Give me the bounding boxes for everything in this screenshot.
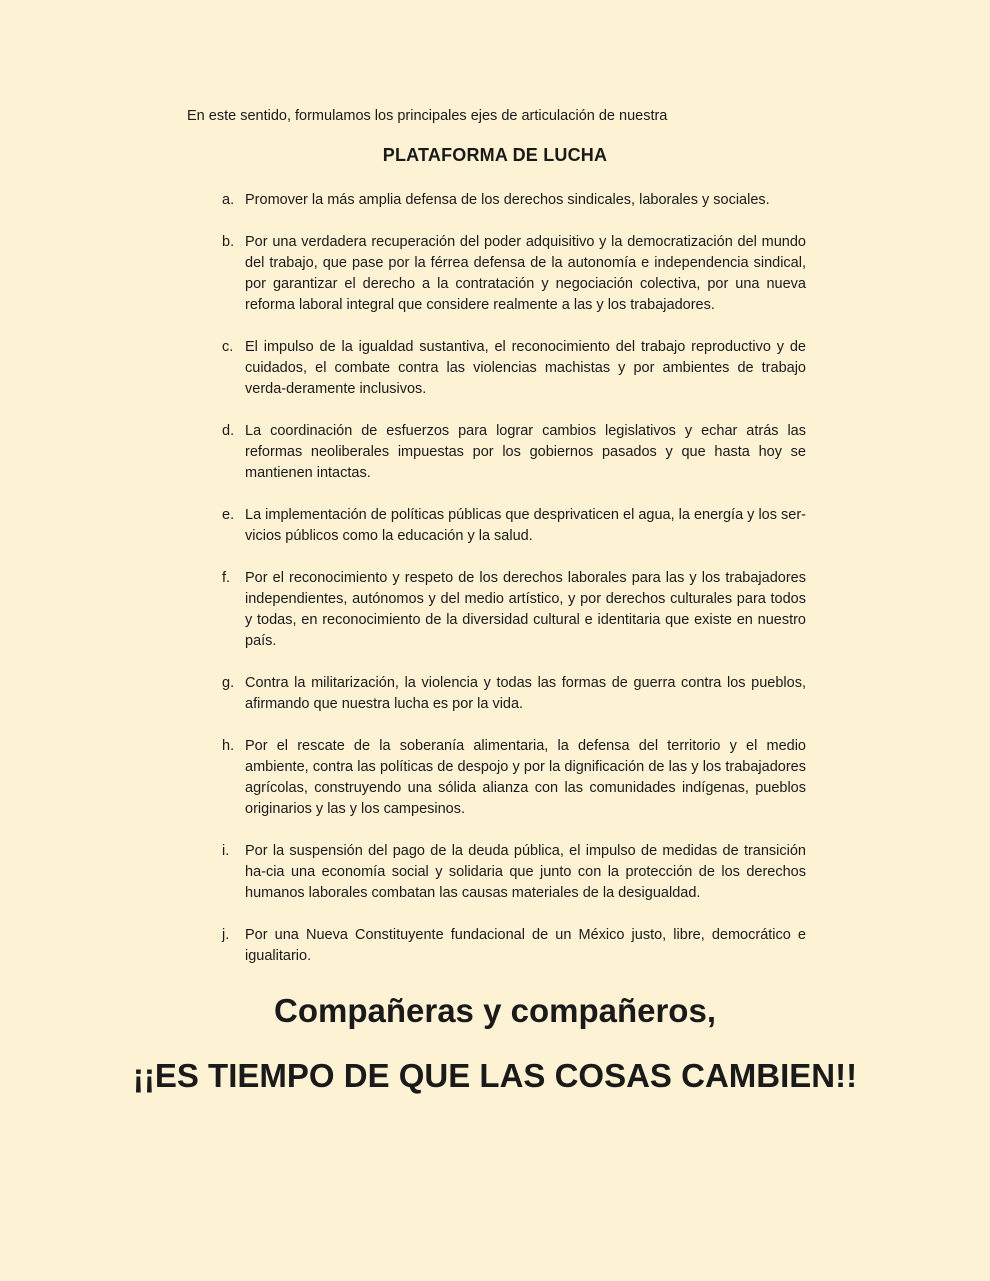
list-item xyxy=(222,421,806,484)
item-text: Contra la militarización, la violencia y todas las formas de guerra contra los pueblos, afirmando que nuestra lucha es por la vida. xyxy=(245,675,806,712)
list-item xyxy=(222,673,806,715)
item-letter: d. xyxy=(222,423,235,439)
list-item xyxy=(222,568,806,652)
intro-paragraph: En este sentido, formulamos los principales ejes de articulación de nuestra xyxy=(187,108,668,124)
item-text: Por una verdadera recuperación del poder adquisitivo y la democratización del mundo del trabajo, que pase por la férrea defensa de la autonomía e independencia sindical, por garantizar el derecho a la contratación y negociación colectiva, por una nueva reforma laboral integral que considere realmente a las y los trabajadores. xyxy=(245,234,806,313)
list-item xyxy=(222,337,806,400)
platform-title: PLATAFORMA DE LUCHA xyxy=(382,145,608,165)
item-letter: a. xyxy=(222,192,235,208)
closing-greeting: Compañeras y compañeros, xyxy=(274,992,716,1029)
item-text: Por una Nueva Constituyente fundacional de un México justo, libre, democrático e igualitario. xyxy=(245,927,806,964)
list-item xyxy=(222,190,806,211)
item-letter: i. xyxy=(222,843,230,859)
item-letter: c. xyxy=(222,339,234,355)
list-item xyxy=(222,925,806,967)
item-letter: g. xyxy=(222,675,235,691)
list-item xyxy=(222,505,806,547)
list-item xyxy=(222,232,806,316)
closing-slogan: ¡¡ES TIEMPO DE QUE LAS COSAS CAMBIEN!! xyxy=(132,1057,858,1094)
item-letter: f. xyxy=(222,570,231,586)
platform-list xyxy=(222,190,806,988)
item-letter: e. xyxy=(222,507,235,523)
item-text: Por la suspensión del pago de la deuda pública, el impulso de medidas de transición ha-cia una economía social y solidaria que junto con la protección de los derechos humanos laborales combatan las causas materiales de la desigualdad. xyxy=(245,843,806,901)
item-text: La implementación de políticas públicas que desprivaticen el agua, la energía y los ser-vicios públicos como la educación y la salud. xyxy=(245,507,806,544)
item-text: Por el rescate de la soberanía alimentaria, la defensa del territorio y el medio ambiente, contra las políticas de despojo y por la dignificación de las y los trabajadores agrícolas, construyendo una sólida alianza con las comunidades indígenas, pueblos originarios y las y los campesinos. xyxy=(245,738,806,817)
item-letter: h. xyxy=(222,738,235,754)
item-text: Promover la más amplia defensa de los derechos sindicales, laborales y sociales. xyxy=(245,192,770,208)
item-letter: b. xyxy=(222,234,235,250)
item-letter: j. xyxy=(222,927,230,943)
list-item xyxy=(222,841,806,904)
item-text: La coordinación de esfuerzos para lograr cambios legislativos y echar atrás las reformas neoliberales impuestas por los gobiernos pasados y que hasta hoy se mantienen intactas. xyxy=(245,423,806,481)
item-text: El impulso de la igualdad sustantiva, el reconocimiento del trabajo reproductivo y de cuidados, el combate contra las violencias machistas y por ambientes de trabajo verda-deramente inclusivos. xyxy=(245,339,806,397)
list-item xyxy=(222,736,806,820)
item-text: Por el reconocimiento y respeto de los derechos laborales para las y los trabajadores independientes, autónomos y del medio artístico, y por derechos culturales para todos y todas, en reconocimiento de la diversidad cultural e identitaria que existe en nuestro país. xyxy=(245,570,806,649)
